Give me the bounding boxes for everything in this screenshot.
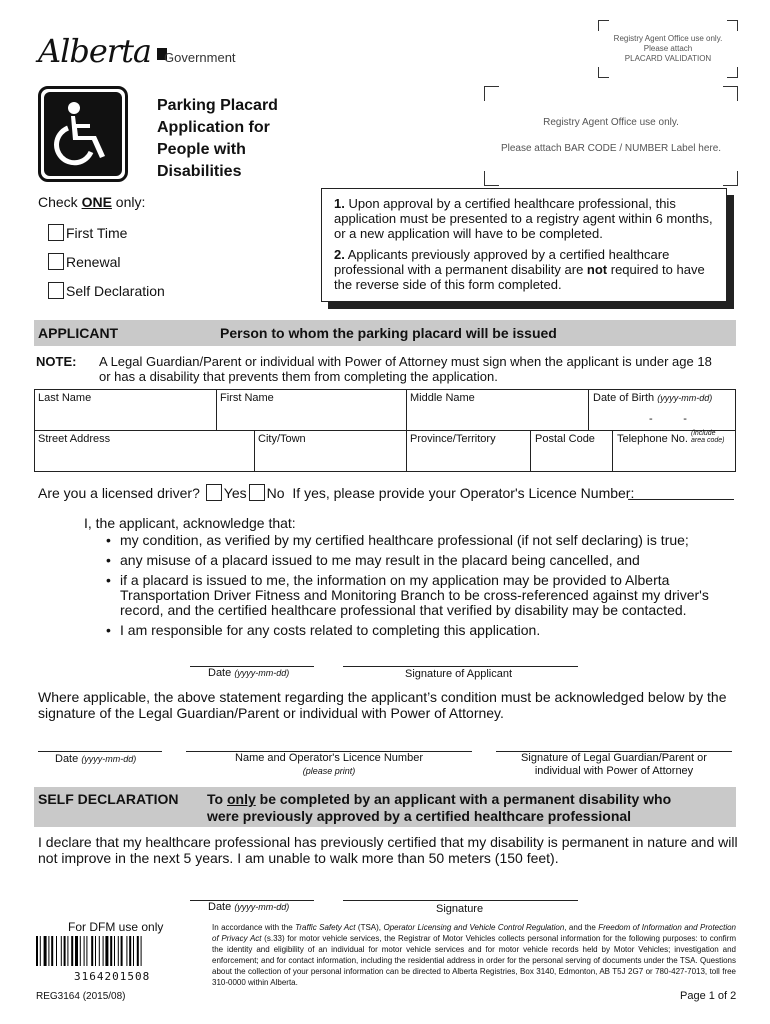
- notice-box: [321, 188, 727, 302]
- licence-number-question: If yes, please provide your Operator's Licence Number:: [292, 485, 635, 501]
- first-name-field[interactable]: [220, 392, 403, 428]
- dfm-use-label: For DFM use only: [68, 920, 164, 934]
- guardian-name-text: Name and Operator's Licence Number: [235, 752, 423, 764]
- privacy-notice: [212, 922, 736, 988]
- guardian-date-line[interactable]: [38, 751, 162, 752]
- applicant-signature-line[interactable]: [343, 666, 578, 667]
- barcode-bar: [133, 936, 134, 966]
- street-address-field[interactable]: [38, 433, 250, 469]
- placard-validation-line1: Registry Agent Office use only.: [613, 34, 723, 43]
- applicant-date-format: (yyyy-mm-dd): [234, 668, 290, 678]
- sd-signature-label: Signature: [436, 903, 484, 915]
- alberta-logo: [38, 32, 167, 70]
- privacy-c: , and the: [564, 923, 599, 932]
- barcode-bar: [67, 936, 68, 966]
- ack-bullet-2: • any misuse of a placard issued to me may result in the placard being cancelled, and: [100, 553, 710, 568]
- barcode-bar: [75, 936, 78, 966]
- guardian-date-text: Date: [55, 753, 79, 765]
- renewal-label: Renewal: [66, 254, 121, 270]
- privacy-foip: Freedom of Information and Protection of Privacy Act: [212, 923, 737, 943]
- privacy-d: (s.33) for motor vehicle services, the Registrar of Motor Vehicles collects personal information for the following purposes: to confirm the identity and eligibility of an individual for motor vehicle services and for motor vehicle records held by Motor Vehicles; investigation and enforcement; and for contact information, including the residential address in order for the personal serving of documents under the TSA. Questions about the collection of your personal information can be directed to Alberta Registries, Box 3140, Edmonton, AB T5J 2G7 or 780-427-7013, toll free 310-0000 within Alberta.: [212, 934, 737, 987]
- licensed-no-label: No: [266, 485, 285, 501]
- self-declaration-section-bar: [34, 787, 736, 827]
- applicant-date-text: Date: [208, 667, 232, 679]
- postal-code-field[interactable]: [535, 433, 609, 469]
- barcode-bar: [71, 936, 73, 966]
- barcode-number: 3164201508: [74, 970, 151, 983]
- barcode-bar: [114, 936, 115, 966]
- option-self-declaration[interactable]: [48, 282, 165, 299]
- sd-sub-c: were previously approved by a certified healthcare professional: [207, 808, 632, 824]
- privacy-b: (TSA),: [355, 923, 384, 932]
- city-field[interactable]: [258, 433, 403, 469]
- barcode-bar: [141, 936, 142, 966]
- first-time-checkbox[interactable]: [48, 224, 64, 241]
- barcode-bar: [129, 936, 131, 966]
- notice-item1: Upon approval by a certified healthcare professional, this application must be presented to a registry agent within 6 months, or a new application will have to be completed.: [334, 196, 713, 241]
- note-text: A Legal Guardian/Parent or individual with Power of Attorney must sign when the applicant is under age 18 or has a disability that prevents them from completing the application.: [99, 354, 712, 384]
- notice-item1-num: 1.: [334, 196, 345, 211]
- barcode-bar: [121, 936, 123, 966]
- title-line1: Parking Placard: [157, 97, 278, 114]
- ack-bullet-3: • if a placard is issued to me, the information on my application may be provided to Alberta Transportation Driver Fitness and Monitoring Branch to be cross-referenced against my driver's record, and the certified healthcare professional that verified by disability may be contacted.: [100, 573, 710, 618]
- telephone-field[interactable]: [617, 430, 735, 469]
- ack-bullet-1: • my condition, as verified by my certified healthcare professional (if not self declaring) is true;: [100, 533, 710, 548]
- last-name-field[interactable]: [38, 392, 213, 428]
- middle-name-label: Middle Name: [410, 392, 475, 404]
- sd-sub-b: be completed by an applicant with a permanent disability who: [255, 791, 672, 807]
- phone-note-2: area code): [691, 437, 725, 444]
- barcode-bar: [103, 936, 104, 966]
- where-applicable-text: Where applicable, the above statement regarding the applicant’s condition must be acknowledged below by the signature of the Legal Guardian/Parent or individual with Power of Attorney.: [38, 689, 727, 721]
- barcode-bar: [84, 936, 85, 966]
- note-label: NOTE:: [36, 354, 77, 369]
- barcode-bar: [64, 936, 66, 966]
- dob-label: Date of Birth: [593, 392, 655, 404]
- barcode-bar: [91, 936, 93, 966]
- self-declaration-checkbox[interactable]: [48, 282, 64, 299]
- privacy-tsa: Traffic Safety Act: [295, 923, 356, 932]
- privacy-a: In accordance with the: [212, 923, 296, 932]
- barcode-bar: [80, 936, 81, 966]
- barcode-bar: [40, 936, 41, 966]
- sd-sub-a: To: [207, 791, 227, 807]
- licensed-no-checkbox[interactable]: [249, 484, 265, 501]
- sd-signature-line[interactable]: [343, 900, 578, 901]
- province-label: Province/Territory: [410, 433, 496, 445]
- title-line4: Disabilities: [157, 163, 242, 180]
- applicant-subheading: Person to whom the parking placard will be issued: [220, 325, 557, 341]
- licensed-question: Are you a licensed driver?: [38, 485, 200, 501]
- check-prefix: Check: [38, 194, 82, 210]
- postal-label: Postal Code: [535, 433, 595, 445]
- page-number: Page 1 of 2: [680, 990, 737, 1002]
- sd-date-format: (yyyy-mm-dd): [234, 902, 290, 912]
- barcode-bar: [95, 936, 96, 966]
- check-emph: ONE: [81, 194, 112, 210]
- applicant-section-bar: [34, 320, 736, 346]
- phone-note-1: (include: [691, 430, 716, 437]
- dob-separators: - -: [649, 413, 687, 425]
- sd-sub-only: only: [226, 791, 256, 807]
- title-line2: Application for: [157, 119, 270, 136]
- street-label: Street Address: [38, 433, 111, 445]
- placard-validation-line3: PLACARD VALIDATION: [624, 54, 712, 63]
- licence-number-input[interactable]: [628, 499, 734, 500]
- barcode-bar: [126, 936, 127, 966]
- licensed-yes-label: Yes: [223, 485, 247, 501]
- notice-item2-b: not: [586, 262, 608, 277]
- notice-item2-a: Applicants previously approved by a certified healthcare professional with a permanent disability are: [334, 247, 670, 277]
- barcode-label-box: [484, 86, 738, 186]
- renewal-checkbox[interactable]: [48, 253, 64, 270]
- check-suffix: only:: [111, 194, 146, 210]
- privacy-reg: Operator Licensing and Vehicle Control Regulation: [383, 923, 565, 932]
- barcode-bar: [86, 936, 87, 966]
- dfm-barcode: [36, 936, 190, 966]
- guardian-signature-label: [496, 752, 732, 778]
- self-declaration-label: Self Declaration: [66, 283, 165, 299]
- barcode-bar: [51, 936, 53, 966]
- option-first-time[interactable]: [48, 224, 127, 241]
- first-time-label: First Time: [66, 225, 128, 241]
- barcode-bar: [110, 936, 112, 966]
- notice-item2-c: required to have the reverse side of this form completed.: [334, 262, 705, 292]
- province-field[interactable]: [410, 433, 527, 469]
- licensed-driver-row: [38, 484, 634, 501]
- guardian-signature-text-1: Signature of Legal Guardian/Parent or: [521, 752, 707, 764]
- barcode-bar: [118, 936, 119, 966]
- city-label: City/Town: [258, 433, 306, 445]
- phone-label: Telephone No.: [617, 433, 688, 445]
- barcode-bar: [99, 936, 100, 966]
- guardian-date-label: [55, 753, 136, 765]
- guardian-name-note: (please print): [302, 766, 356, 776]
- wheelchair-icon: [38, 86, 128, 182]
- applicant-date-label: [208, 667, 289, 679]
- first-name-label: First Name: [220, 392, 274, 404]
- barcode-bar: [36, 936, 38, 966]
- placard-validation-box: [598, 20, 738, 78]
- notice-item2-num: 2.: [334, 247, 345, 262]
- barcode-bar: [137, 936, 139, 966]
- option-renewal[interactable]: [48, 253, 120, 270]
- barcode-box-line2: Please attach BAR CODE / NUMBER Label here.: [500, 143, 722, 154]
- sd-date-text: Date: [208, 901, 232, 913]
- placard-validation-line2: Please attach: [643, 44, 693, 53]
- check-one-label: [38, 194, 145, 210]
- applicant-signature-label: Signature of Applicant: [405, 668, 513, 680]
- title-line3: People with: [157, 141, 246, 158]
- applicant-heading: APPLICANT: [38, 325, 119, 341]
- self-declaration-statement: I declare that my healthcare professional has previously certified that my disability is permanent in nature and will not improve in the next 5 years. I am unable to walk more than 50 meters (150 feet).: [38, 834, 738, 866]
- page-title: [157, 95, 278, 183]
- self-declaration-heading: SELF DECLARATION: [38, 791, 179, 807]
- barcode-bar: [44, 936, 47, 966]
- licensed-yes-checkbox[interactable]: [206, 484, 222, 501]
- ack-bullets: [100, 533, 710, 638]
- barcode-bar: [105, 936, 108, 966]
- dob-format: (yyyy-mm-dd): [657, 393, 713, 403]
- applicant-grid: [34, 389, 736, 472]
- barcode-bar: [61, 936, 62, 966]
- form-id: REG3164 (2015/08): [36, 991, 126, 1002]
- barcode-bar: [48, 936, 49, 966]
- government-label: Government: [164, 50, 236, 65]
- sd-date-label: [208, 901, 289, 913]
- dob-field[interactable]: [593, 392, 733, 428]
- logo-wordmark: Alberta: [38, 32, 151, 70]
- last-name-label: Last Name: [38, 392, 92, 404]
- middle-name-field[interactable]: [410, 392, 585, 428]
- guardian-date-format: (yyyy-mm-dd): [81, 754, 137, 764]
- barcode-bar: [56, 936, 57, 966]
- ack-bullet-4: • I am responsible for any costs related to completing this application.: [100, 623, 710, 638]
- barcode-box-line1: Registry Agent Office use only.: [543, 117, 679, 128]
- ack-intro: I, the applicant, acknowledge that:: [84, 515, 296, 531]
- guardian-name-label: [186, 752, 472, 778]
- guardian-signature-text-2: individual with Power of Attorney: [534, 765, 694, 777]
